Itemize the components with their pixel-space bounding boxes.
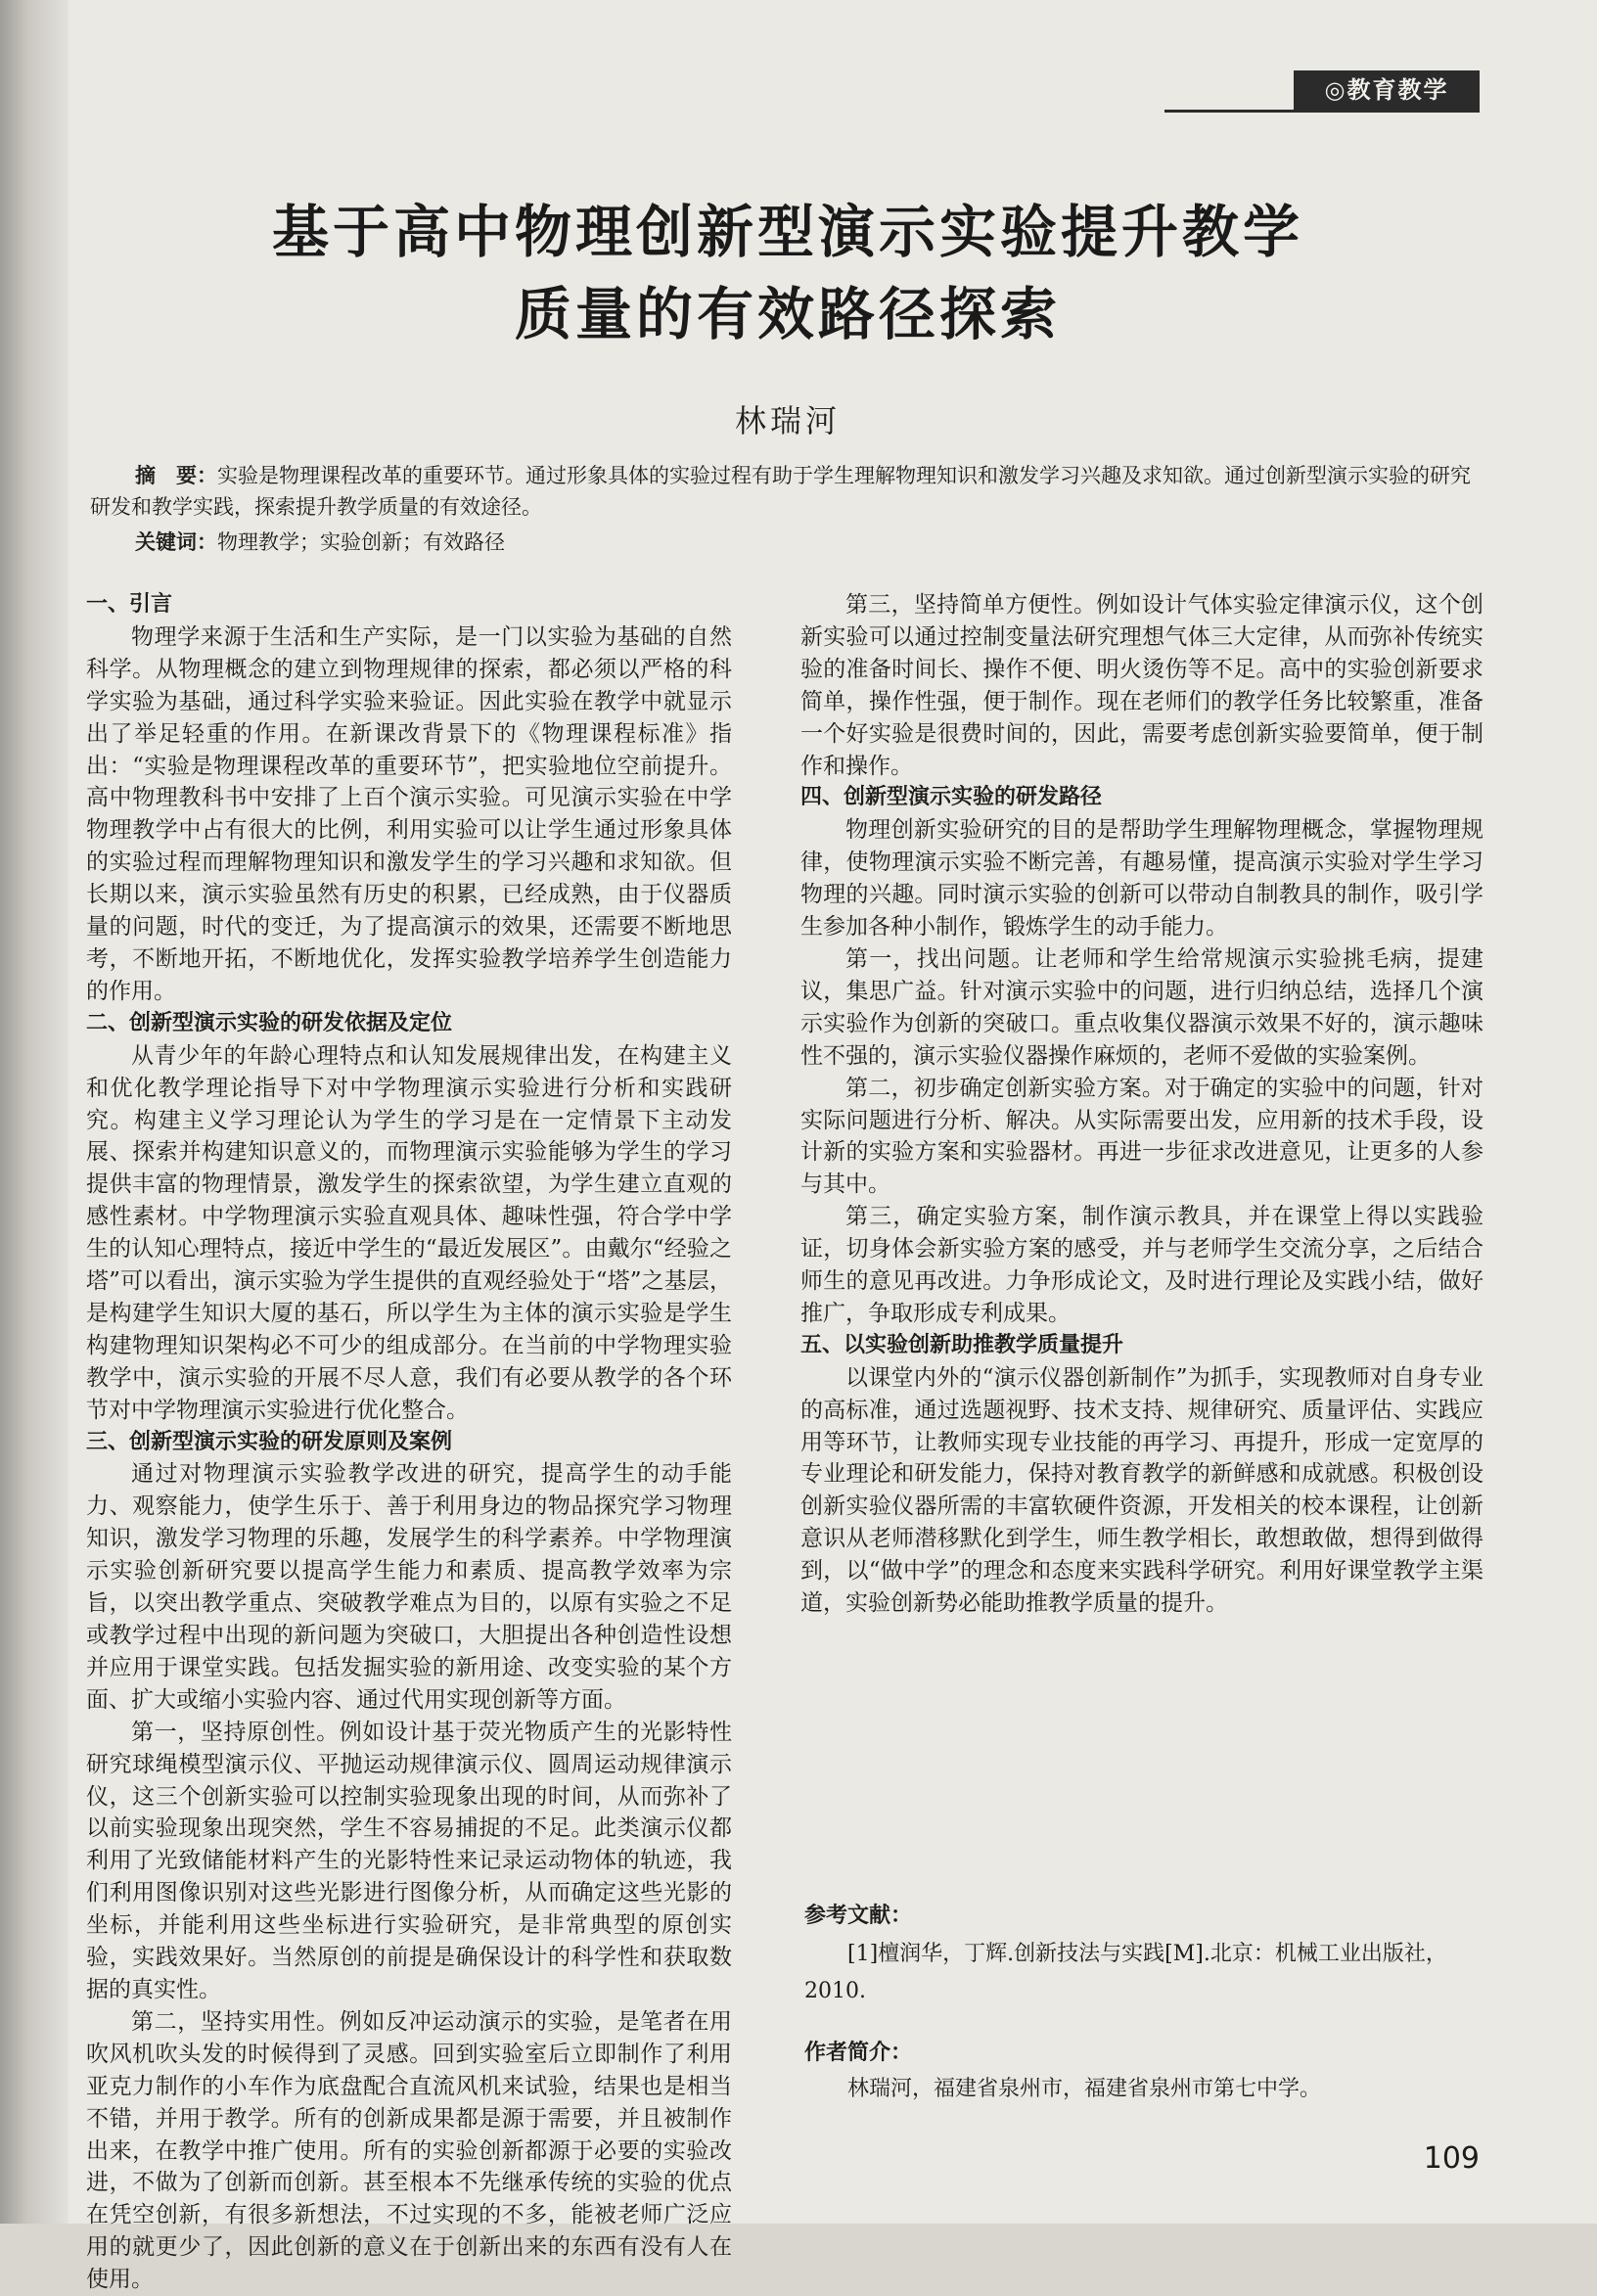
abstract-label: 摘 要： — [135, 464, 217, 487]
paragraph: 通过对物理演示实验教学改进的研究，提高学生的动手能力、观察能力，使学生乐于、善于利用身边的物品探究学习物理知识，激发学习物理的乐趣，发展学生的科学素养。中学物理演示实验创新研究要以提高学生能力和素质、提高教学效率为宗旨，以突出教学重点、突破教学难点为目的，以原有实验之不足或教学过程中出现的新问题为突破口，大胆提出各种创造性设想并应用于课堂实践。包括发掘实验的新用途、改变实验的某个方面、扩大或缩小实验内容、通过代用实现创新等方面。 — [86, 1461, 732, 1713]
paragraph: 以课堂内外的“演示仪器创新制作”为抓手，实现教师对自身专业的高标准，通过选题视野、技术支持、规律研究、质量评估、实践应用等环节，让教师实现专业技能的再学习、再提升，形成一定宽厚的专业理论和研发能力，保持对教育教学的新鲜感和成就感。积极创设创新实验仪器所需的丰富软硬件资源，开发相关的校本课程，让创新意识从老师潜移默化到学生，师生教学相长，敢想敢做，想得到做得到，以“做中学”的理念和态度来实践科学研究。利用好课堂教学主渠道，实验创新势必能助推教学质量的提升。 — [800, 1364, 1483, 1617]
abstract — [90, 460, 1489, 523]
keywords-text: 物理教学；实验创新；有效路径 — [217, 530, 505, 554]
title-line-1: 基于高中物理创新型演示实验提升教学 — [271, 199, 1303, 265]
body-column-right — [800, 589, 1483, 1620]
paragraph: 第一，坚持原创性。例如设计基于荧光物质产生的光影特性研究球绳模型演示仪、平抛运动规律演示仪、圆周运动规律演示仪，这三个创新实验可以控制实验现象出现的时间，从而弥补了以前实验现象出现突然，学生不容易捕捉的不足。此类演示仪都利用了光致储能材料产生的光影特性来记录运动物体的轨迹，我们利用图像识别对这些光影进行图像分析，从而确定这些光影的坐标，并能利用这些坐标进行实验研究，是非常典型的原创实验，实践效果好。当然原创的前提是确保设计的科学性和获取数据的真实性。 — [86, 1719, 732, 2002]
body-column-left — [86, 589, 732, 2296]
paragraph: 第二，坚持实用性。例如反冲运动演示的实验，是笔者在用吹风机吹头发的时候得到了灵感。回到实验室后立即制作了利用亚克力制作的小车作为底盘配合直流风机来试验，结果也是相当不错，并用于教学。所有的创新成果都是源于需要，并且被制作出来，在教学中推广使用。所有的实验创新都源于必要的实验改进，不做为了创新而创新。甚至根本不先继承传统的实验的优点在凭空创新，有很多新想法，不过实现的不多，能被老师广泛应用的就更少了，因此创新的意义在于创新出来的东西有没有人在使用。 — [86, 2008, 732, 2293]
section-heading-5: 五、以实验创新助推教学质量提升 — [800, 1332, 1124, 1357]
paragraph: 从青少年的年龄心理特点和认知发展规律出发，在构建主义和优化教学理论指导下对中学物理演示实验进行分析和实践研究。构建主义学习理论认为学生的学习是在一定情景下主动发展、探索并构建知识意义的，而物理演示实验能够为学生的学习提供丰富的物理情景，激发学生的探索欲望，为学生建立直观的感性素材。中学物理演示实验直观具体、趣味性强，符合学中学生的认知心理特点，接近中学生的“最近发展区”。由戴尔“经验之塔”可以看出，演示实验为学生提供的直观经验处于“塔”之基层，是构建学生知识大厦的基石，所以学生为主体的演示实验是学生构建物理知识架构必不可少的组成部分。在当前的中学物理实验教学中，演示实验的开展不尽人意，我们有必要从教学的各个环节对中学物理演示实验进行优化整合。 — [86, 1042, 732, 1423]
section-tag: ◎教育教学 — [1294, 70, 1480, 110]
article-title — [108, 191, 1468, 355]
page-number: 109 — [1423, 2141, 1480, 2176]
reference-item: [1]檀润华，丁辉.创新技法与实践[M].北京：机械工业出版社，2010. — [804, 1942, 1447, 2003]
section-heading-4: 四、创新型演示实验的研发路径 — [800, 785, 1103, 810]
author-intro-text: 林瑞河，福建省泉州市，福建省泉州市第七中学。 — [847, 2077, 1322, 2101]
paragraph: 第三，坚持简单方便性。例如设计气体实验定律演示仪，这个创新实验可以通过控制变量法研究理想气体三大定律，从而弥补传统实验的准备时间长、操作不便、明火烫伤等不足。高中的实验创新要求简单，操作性强，便于制作。现在老师们的教学任务比较繁重，准备一个好实验是很费时间的，因此，需要考虑创新实验要简单，便于制作和操作。 — [800, 592, 1483, 779]
title-line-2: 质量的有效路径探索 — [514, 281, 1061, 347]
abstract-text: 实验是物理课程改革的重要环节。通过形象具体的实验过程有助于学生理解物理知识和激发学习兴趣及求知欲。通过创新型演示实验的研究研发和教学实践，探索提升教学质量的有效途径。 — [90, 464, 1471, 519]
section-heading-2: 二、创新型演示实验的研发依据及定位 — [86, 1010, 453, 1035]
section-heading-3: 三、创新型演示实验的研发原则及案例 — [86, 1429, 453, 1454]
article-author: 林瑞河 — [734, 402, 841, 439]
keywords-label: 关键词： — [135, 530, 217, 554]
keywords — [90, 527, 1489, 558]
header-rule — [1164, 110, 1480, 113]
paragraph: 第三，确定实验方案，制作演示教具，并在课堂上得以实践验证，切身体会新实验方案的感受，并与老师学生交流分享，之后结合师生的意见再改进。力争形成论文，及时进行理论及实践小结，做好推广，争取形成专利成果。 — [800, 1204, 1483, 1326]
section-heading-1: 一、引言 — [86, 592, 173, 617]
paragraph: 第一，找出问题。让老师和学生给常规演示实验挑毛病，提建议，集思广益。针对演示实验中的问题，进行归纳总结，选择几个演示实验作为创新的突破口。重点收集仪器演示效果不好的，演示趣味性不强的，演示实验仪器操作麻烦的，老师不爱做的实验案例。 — [800, 945, 1483, 1069]
paragraph: 第二，初步确定创新实验方案。对于确定的实验中的问题，针对实际问题进行分析、解决。从实际需要出发，应用新的技术手段，设计新的实验方案和实验器材。再进一步征求改进意见，让更多的人参与其中。 — [800, 1075, 1483, 1198]
author-intro-heading: 作者简介： — [804, 2041, 913, 2065]
paragraph: 物理学来源于生活和生产实际，是一门以实验为基础的自然科学。从物理概念的建立到物理规律的探索，都必须以严格的科学实验为基础，通过科学实验来验证。因此实验在教学中就显示出了举足轻重的作用。在新课改背景下的《物理课程标准》指出：“实验是物理课程改革的重要环节”，把实验地位空前提升。高中物理教科书中安排了上百个演示实验。可见演示实验在中学物理教学中占有很大的比例，利用实验可以让学生通过形象具体的实验过程而理解物理知识和激发学生的学习兴趣和求知欲。但长期以来，演示实验虽然有历史的积累，已经成熟，由于仪器质量的问题，时代的变迁，为了提高演示的效果，还需要不断地思考，不断地开拓，不断地优化，发挥实验教学培养学生创造能力的作用。 — [86, 623, 732, 1004]
paragraph: 物理创新实验研究的目的是帮助学生理解物理概念，掌握物理规律，使物理演示实验不断完善，有趣易懂，提高演示实验对学生学习物理的兴趣。同时演示实验的创新可以带动自制教具的制作，吸引学生参加各种小制作，锻炼学生的动手能力。 — [800, 817, 1483, 941]
page-binding-shadow — [0, 0, 68, 2224]
references-heading: 参考文献： — [804, 1904, 913, 1928]
